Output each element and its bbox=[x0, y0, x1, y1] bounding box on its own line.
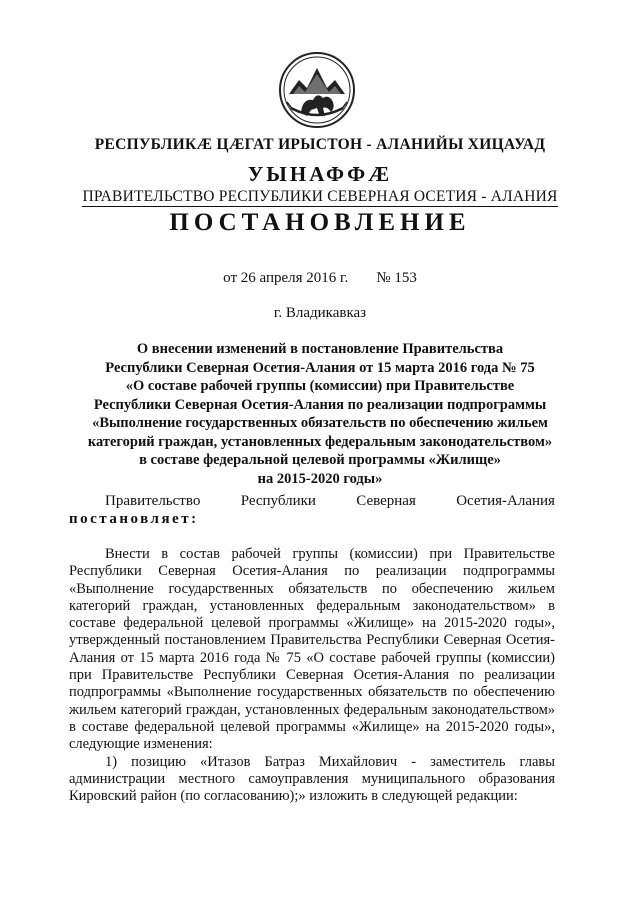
body-paragraph: 1) позицию «Итазов Батраз Михайлович - заместитель главы администрации местного самоуправления муниципального образования Кировский район (по согласованию);» изложить в следующей редакции: bbox=[69, 753, 555, 805]
preamble-word: Правительство bbox=[105, 493, 201, 509]
title-line: на 2015-2020 годы» bbox=[257, 470, 383, 487]
document-body bbox=[69, 546, 555, 805]
preamble-word: Республики bbox=[240, 493, 316, 509]
title-line: категорий граждан, установленных федеральным законодательством» bbox=[87, 433, 553, 450]
title-line: в составе федеральной целевой программы «Жилище» bbox=[139, 452, 501, 468]
preamble-word: Северная bbox=[356, 493, 416, 509]
document-date: от 26 апреля 2016 г. bbox=[223, 270, 349, 286]
ossetian-republic-header: РЕСПУБЛИКӔ ЦӔГАТ ИРЫСТОН - АЛАНИЙЫ ХИЦАУАД bbox=[94, 136, 546, 153]
document-type-title: ПОСТАНОВЛЕНИЕ bbox=[169, 209, 471, 236]
preamble-line bbox=[105, 493, 555, 510]
date-number-line bbox=[0, 270, 640, 287]
body-paragraph: Внести в состав рабочей группы (комиссии) при Правительстве Республики Северная Осетия-Алания по реализации подпрограммы «Выполнение государственных обязательств по обеспечению жильем категорий граждан, установленных федеральным законодательством» в составе федеральной целевой программы «Жилище» на 2015-2020 годы», утвержденный постановлением Правительства Республики Северная Осетия-Алания от 15 марта 2016 года № 75 «О составе рабочей группы (комиссии) при Правительстве Республики Северная Осетия-Алания по реализации подпрограммы «Выполнение государственных обязательств по обеспечению жильем категорий граждан, установленных федеральным законодательством» в составе федеральной целевой программы «Жилище» на 2015-2020 годы», следующие изменения: bbox=[69, 546, 555, 753]
russian-government-text: ПРАВИТЕЛЬСТВО РЕСПУБЛИКИ СЕВЕРНАЯ ОСЕТИЯ - АЛАНИЯ bbox=[82, 188, 558, 205]
coat-of-arms-emblem bbox=[277, 50, 357, 130]
resolves-word: постановляет: bbox=[69, 511, 199, 527]
title-line: Республики Северная Осетия-Алания по реализации подпрограммы bbox=[93, 396, 547, 413]
document-subject-title bbox=[60, 340, 580, 488]
document-city: г. Владикавказ bbox=[273, 305, 367, 321]
title-line: О внесении изменений в постановление Правительства bbox=[136, 341, 504, 357]
title-line: «Выполнение государственных обязательств по обеспечению жильем bbox=[92, 415, 548, 431]
russian-government-header bbox=[0, 188, 640, 206]
title-line: Республики Северная Осетия-Алания от 15 марта 2016 года № 75 bbox=[105, 359, 535, 376]
preamble-word: Осетия-Алания bbox=[456, 493, 555, 509]
title-line: «О составе рабочей группы (комиссии) при Правительстве bbox=[125, 378, 515, 394]
document-number: № 153 bbox=[376, 270, 417, 286]
ossetian-document-title: УЫНАФФӔ bbox=[247, 162, 393, 186]
